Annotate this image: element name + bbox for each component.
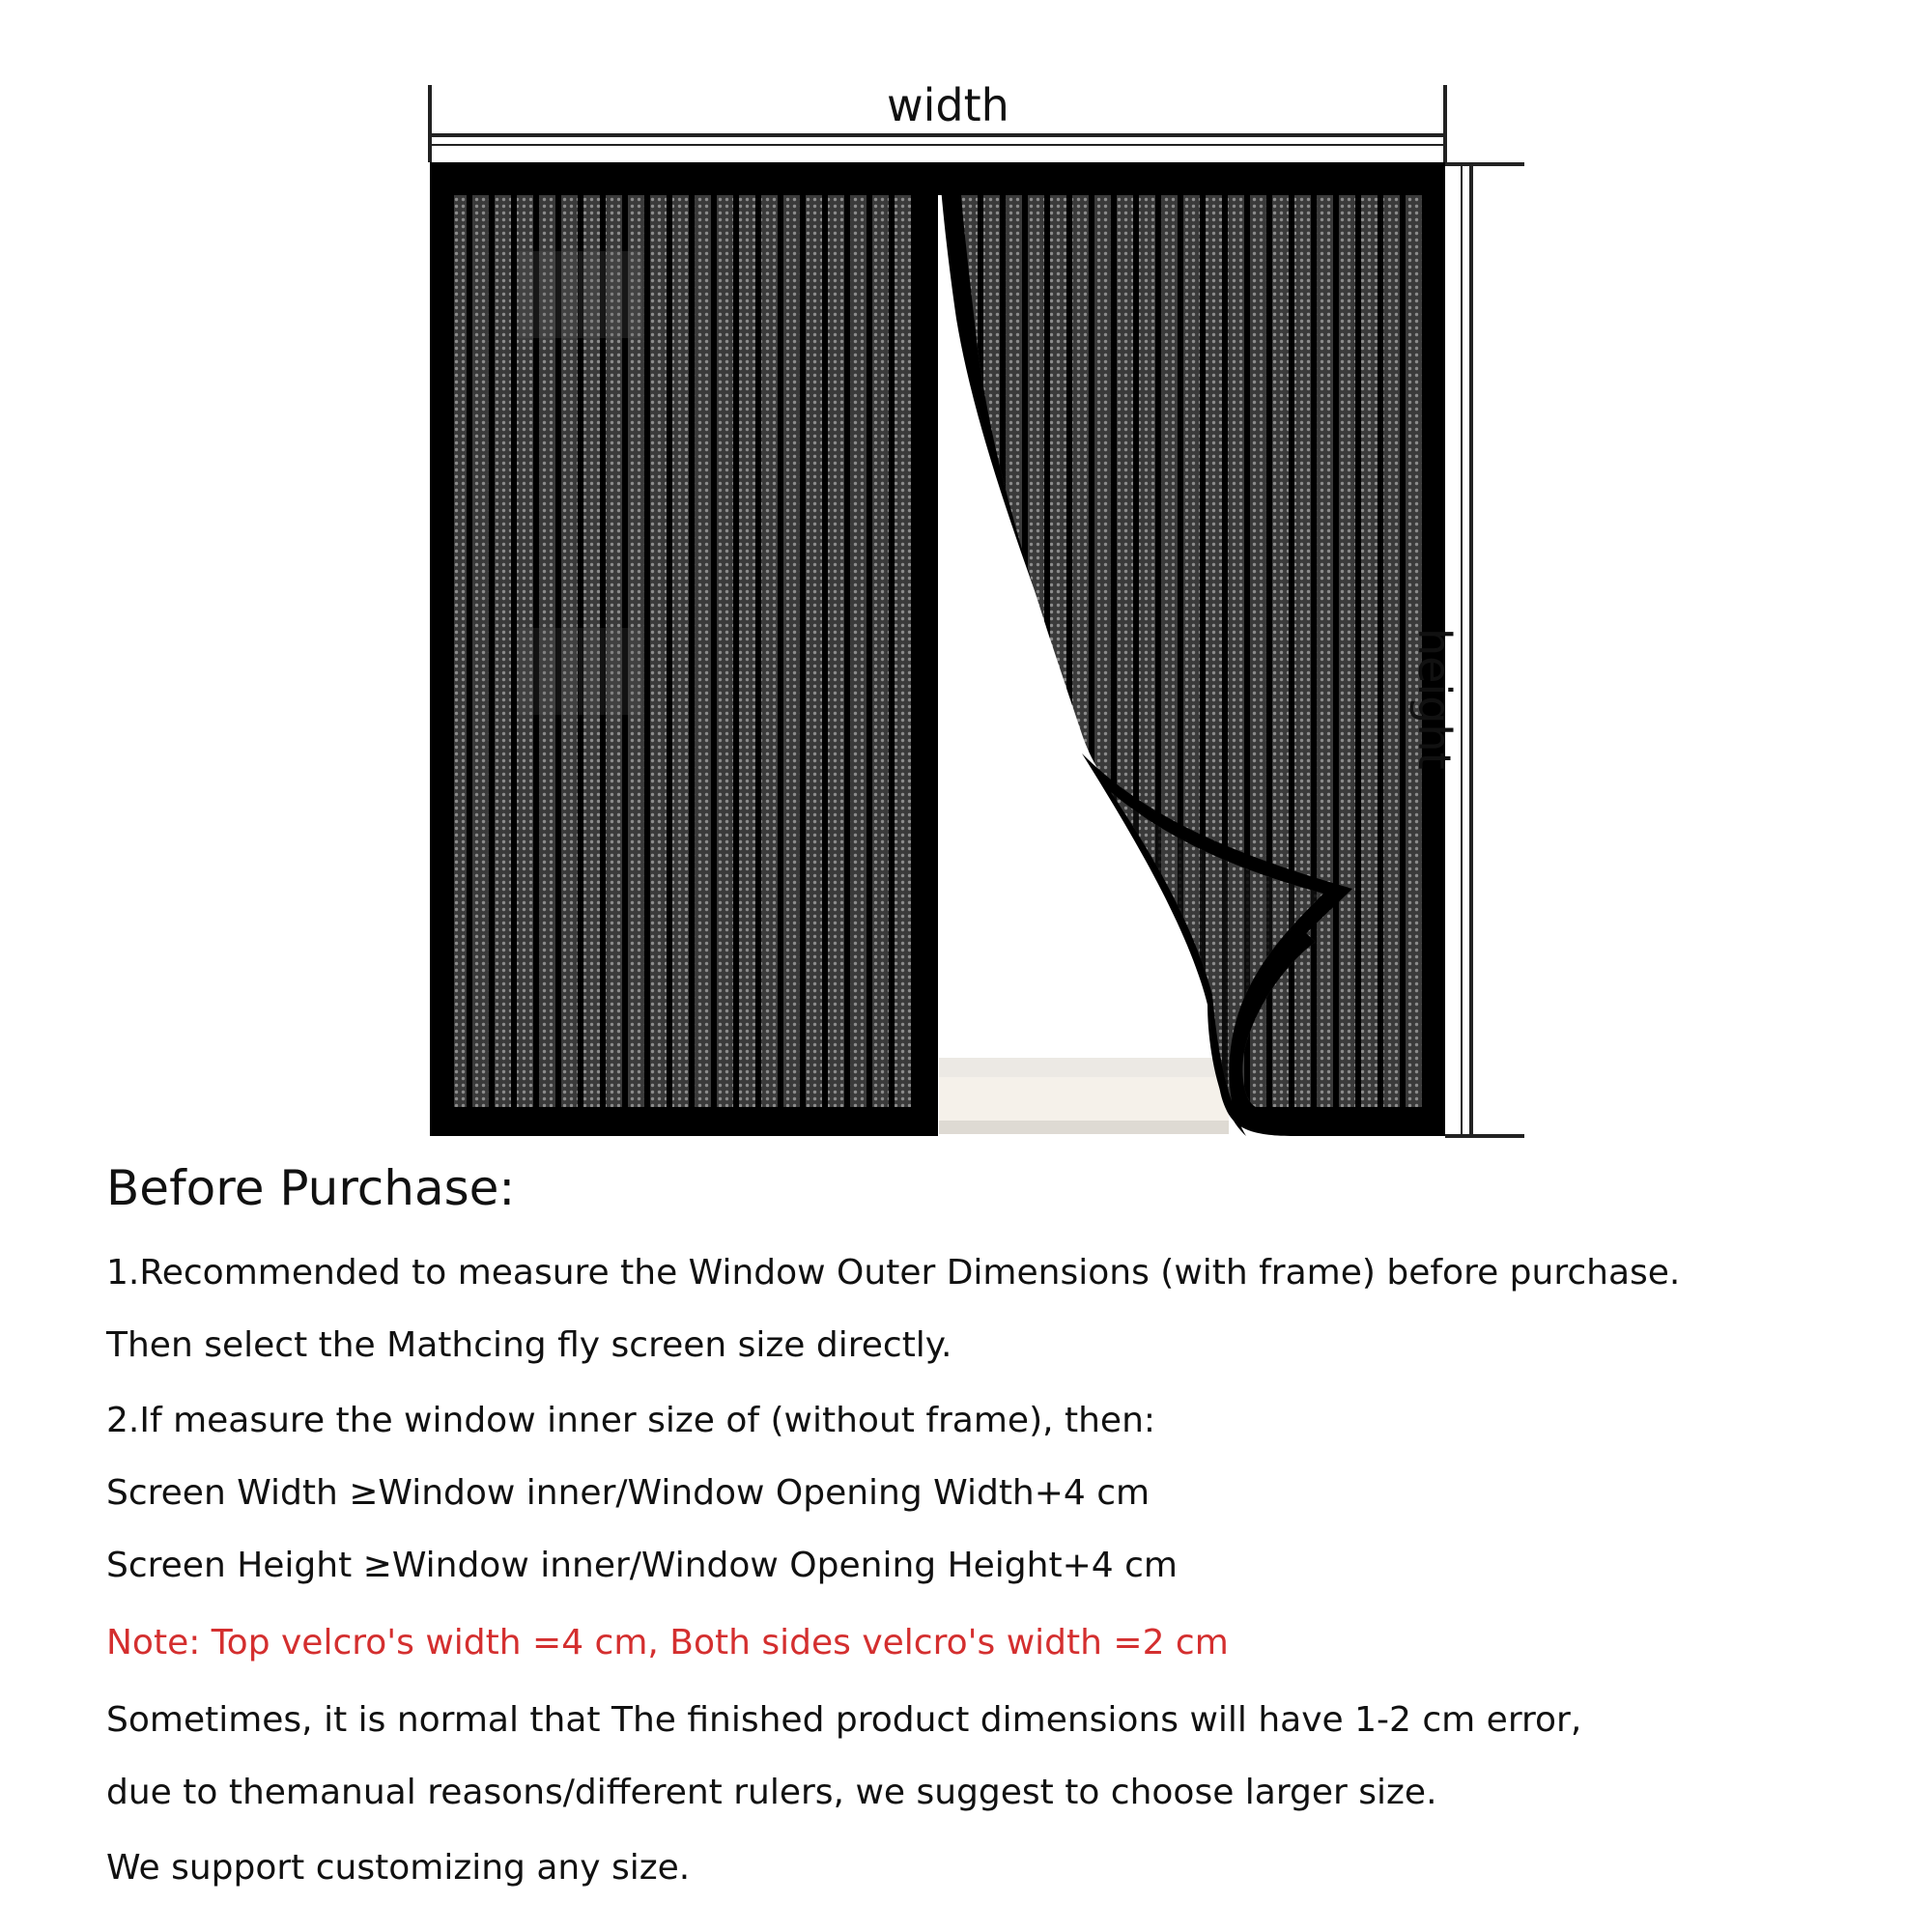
error-line2: due to themanual reasons/different rulers, we suggest to choose larger size. [106,1773,1437,1812]
custom-size-line: We support customizing any size. [106,1848,691,1888]
step2-line1: 2.If measure the window inner size of (without frame), then: [106,1401,1156,1440]
width-label: width [887,79,1009,131]
section-heading: Before Purchase: [106,1160,516,1216]
left-screen-panel [430,162,938,1136]
height-label-text: height [1408,628,1461,770]
formula-height: Screen Height ≥Window inner/Window Opening Height+4 cm [106,1546,1178,1585]
step1-line1: 1.Recommended to measure the Window Outer Dimensions (with frame) before purchase. [106,1253,1681,1293]
velcro-note: Note: Top velcro's width =4 cm, Both sides velcro's width =2 cm [106,1623,1229,1662]
height-label [1408,628,1461,770]
error-line1: Sometimes, it is normal that The finished product dimensions will have 1-2 cm error, [106,1700,1582,1740]
formula-width: Screen Width ≥Window inner/Window Opening Width+4 cm [106,1473,1151,1513]
step1-line2: Then select the Mathcing fly screen size directly. [106,1325,952,1365]
